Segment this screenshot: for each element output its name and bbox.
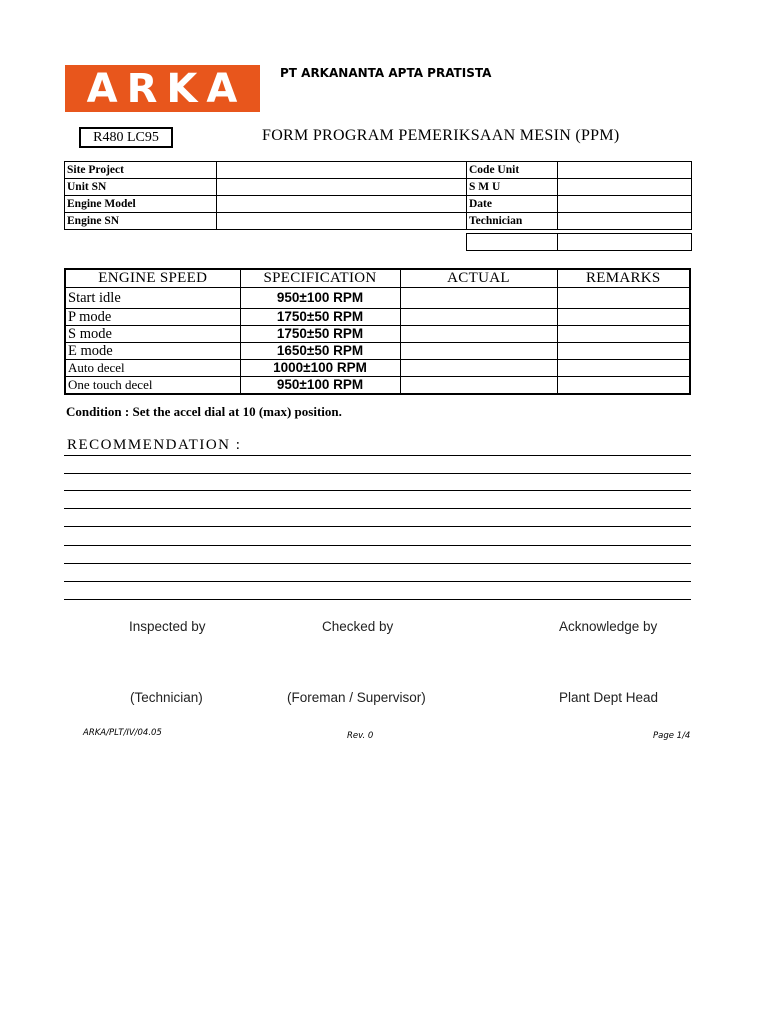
header-remarks: REMARKS [557, 269, 690, 288]
speed-mode: E mode [65, 343, 240, 360]
speed-remarks[interactable] [557, 360, 690, 377]
page-number: Page 1/4 [653, 731, 691, 741]
speed-row [65, 377, 690, 395]
speed-remarks[interactable] [557, 288, 690, 309]
info-row [65, 162, 692, 179]
condition-note: Condition : Set the accel dial at 10 (max) position. [66, 404, 342, 419]
speed-mode: P mode [65, 309, 240, 326]
info-label-code-unit: Code Unit [467, 162, 558, 179]
info-value-code-unit[interactable] [558, 162, 692, 179]
speed-spec: 950±100 RPM [240, 288, 400, 309]
recommendation-line[interactable] [64, 455, 691, 456]
speed-header-row [65, 269, 690, 288]
speed-mode: One touch decel [65, 377, 240, 395]
speed-remarks[interactable] [557, 309, 690, 326]
info-value-technician[interactable] [558, 213, 692, 230]
engine-speed-table [64, 268, 691, 395]
logo-text: ARKA [86, 65, 247, 112]
speed-row [65, 288, 690, 309]
header-engine-speed: ENGINE SPEED [65, 269, 240, 288]
recommendation-line[interactable] [64, 473, 691, 474]
info-table [64, 161, 692, 230]
speed-actual[interactable] [400, 326, 557, 343]
speed-actual[interactable] [400, 309, 557, 326]
info-value-engine-model[interactable] [217, 196, 467, 213]
speed-row [65, 309, 690, 326]
company-name: PT ARKANANTA APTA PRATISTA [280, 66, 492, 80]
info-extra-cell[interactable] [558, 234, 692, 251]
speed-row [65, 360, 690, 377]
info-value-smu[interactable] [558, 179, 692, 196]
info-label-technician: Technician [467, 213, 558, 230]
speed-spec: 1000±100 RPM [240, 360, 400, 377]
info-label-site-project: Site Project [65, 162, 217, 179]
acknowledge-by-label: Acknowledge by [559, 619, 658, 634]
info-label-engine-sn: Engine SN [65, 213, 217, 230]
checked-by-label: Checked by [322, 619, 394, 634]
speed-remarks[interactable] [557, 326, 690, 343]
document-code: ARKA/PLT/IV/04.05 [83, 728, 162, 738]
info-extra-cell[interactable] [467, 234, 558, 251]
speed-mode: Start idle [65, 288, 240, 309]
speed-actual[interactable] [400, 360, 557, 377]
info-label-date: Date [467, 196, 558, 213]
speed-row [65, 343, 690, 360]
recommendation-line[interactable] [64, 563, 691, 564]
speed-actual[interactable] [400, 288, 557, 309]
recommendation-line[interactable] [64, 490, 691, 491]
header-actual: ACTUAL [400, 269, 557, 288]
info-value-unit-sn[interactable] [217, 179, 467, 196]
plant-head-role: Plant Dept Head [559, 690, 659, 705]
technician-role: (Technician) [130, 690, 203, 705]
speed-spec: 1750±50 RPM [240, 326, 400, 343]
model-label: R480 LC95 [79, 127, 173, 148]
speed-remarks[interactable] [557, 377, 690, 395]
recommendation-line[interactable] [64, 545, 691, 546]
header-specification: SPECIFICATION [240, 269, 400, 288]
info-row [65, 213, 692, 230]
speed-remarks[interactable] [557, 343, 690, 360]
recommendation-line[interactable] [64, 508, 691, 509]
info-value-date[interactable] [558, 196, 692, 213]
company-logo [65, 65, 260, 112]
info-row [65, 196, 692, 213]
speed-actual[interactable] [400, 343, 557, 360]
speed-spec: 950±100 RPM [240, 377, 400, 395]
info-label-engine-model: Engine Model [65, 196, 217, 213]
speed-actual[interactable] [400, 377, 557, 395]
recommendation-label: RECOMMENDATION : [67, 437, 242, 453]
info-value-engine-sn[interactable] [217, 213, 467, 230]
revision-label: Rev. 0 [347, 731, 374, 741]
recommendation-line[interactable] [64, 526, 691, 527]
recommendation-line[interactable] [64, 581, 691, 582]
speed-mode: S mode [65, 326, 240, 343]
speed-spec: 1750±50 RPM [240, 309, 400, 326]
speed-mode: Auto decel [65, 360, 240, 377]
speed-spec: 1650±50 RPM [240, 343, 400, 360]
form-title: FORM PROGRAM PEMERIKSAAN MESIN (PPM) [262, 127, 620, 144]
info-label-smu: S M U [467, 179, 558, 196]
speed-row [65, 326, 690, 343]
info-row [65, 179, 692, 196]
info-extra-table [466, 233, 692, 251]
inspected-by-label: Inspected by [129, 619, 206, 634]
info-value-site-project[interactable] [217, 162, 467, 179]
info-extra-row [467, 234, 692, 251]
foreman-role: (Foreman / Supervisor) [287, 690, 426, 705]
info-label-unit-sn: Unit SN [65, 179, 217, 196]
recommendation-line[interactable] [64, 599, 691, 600]
